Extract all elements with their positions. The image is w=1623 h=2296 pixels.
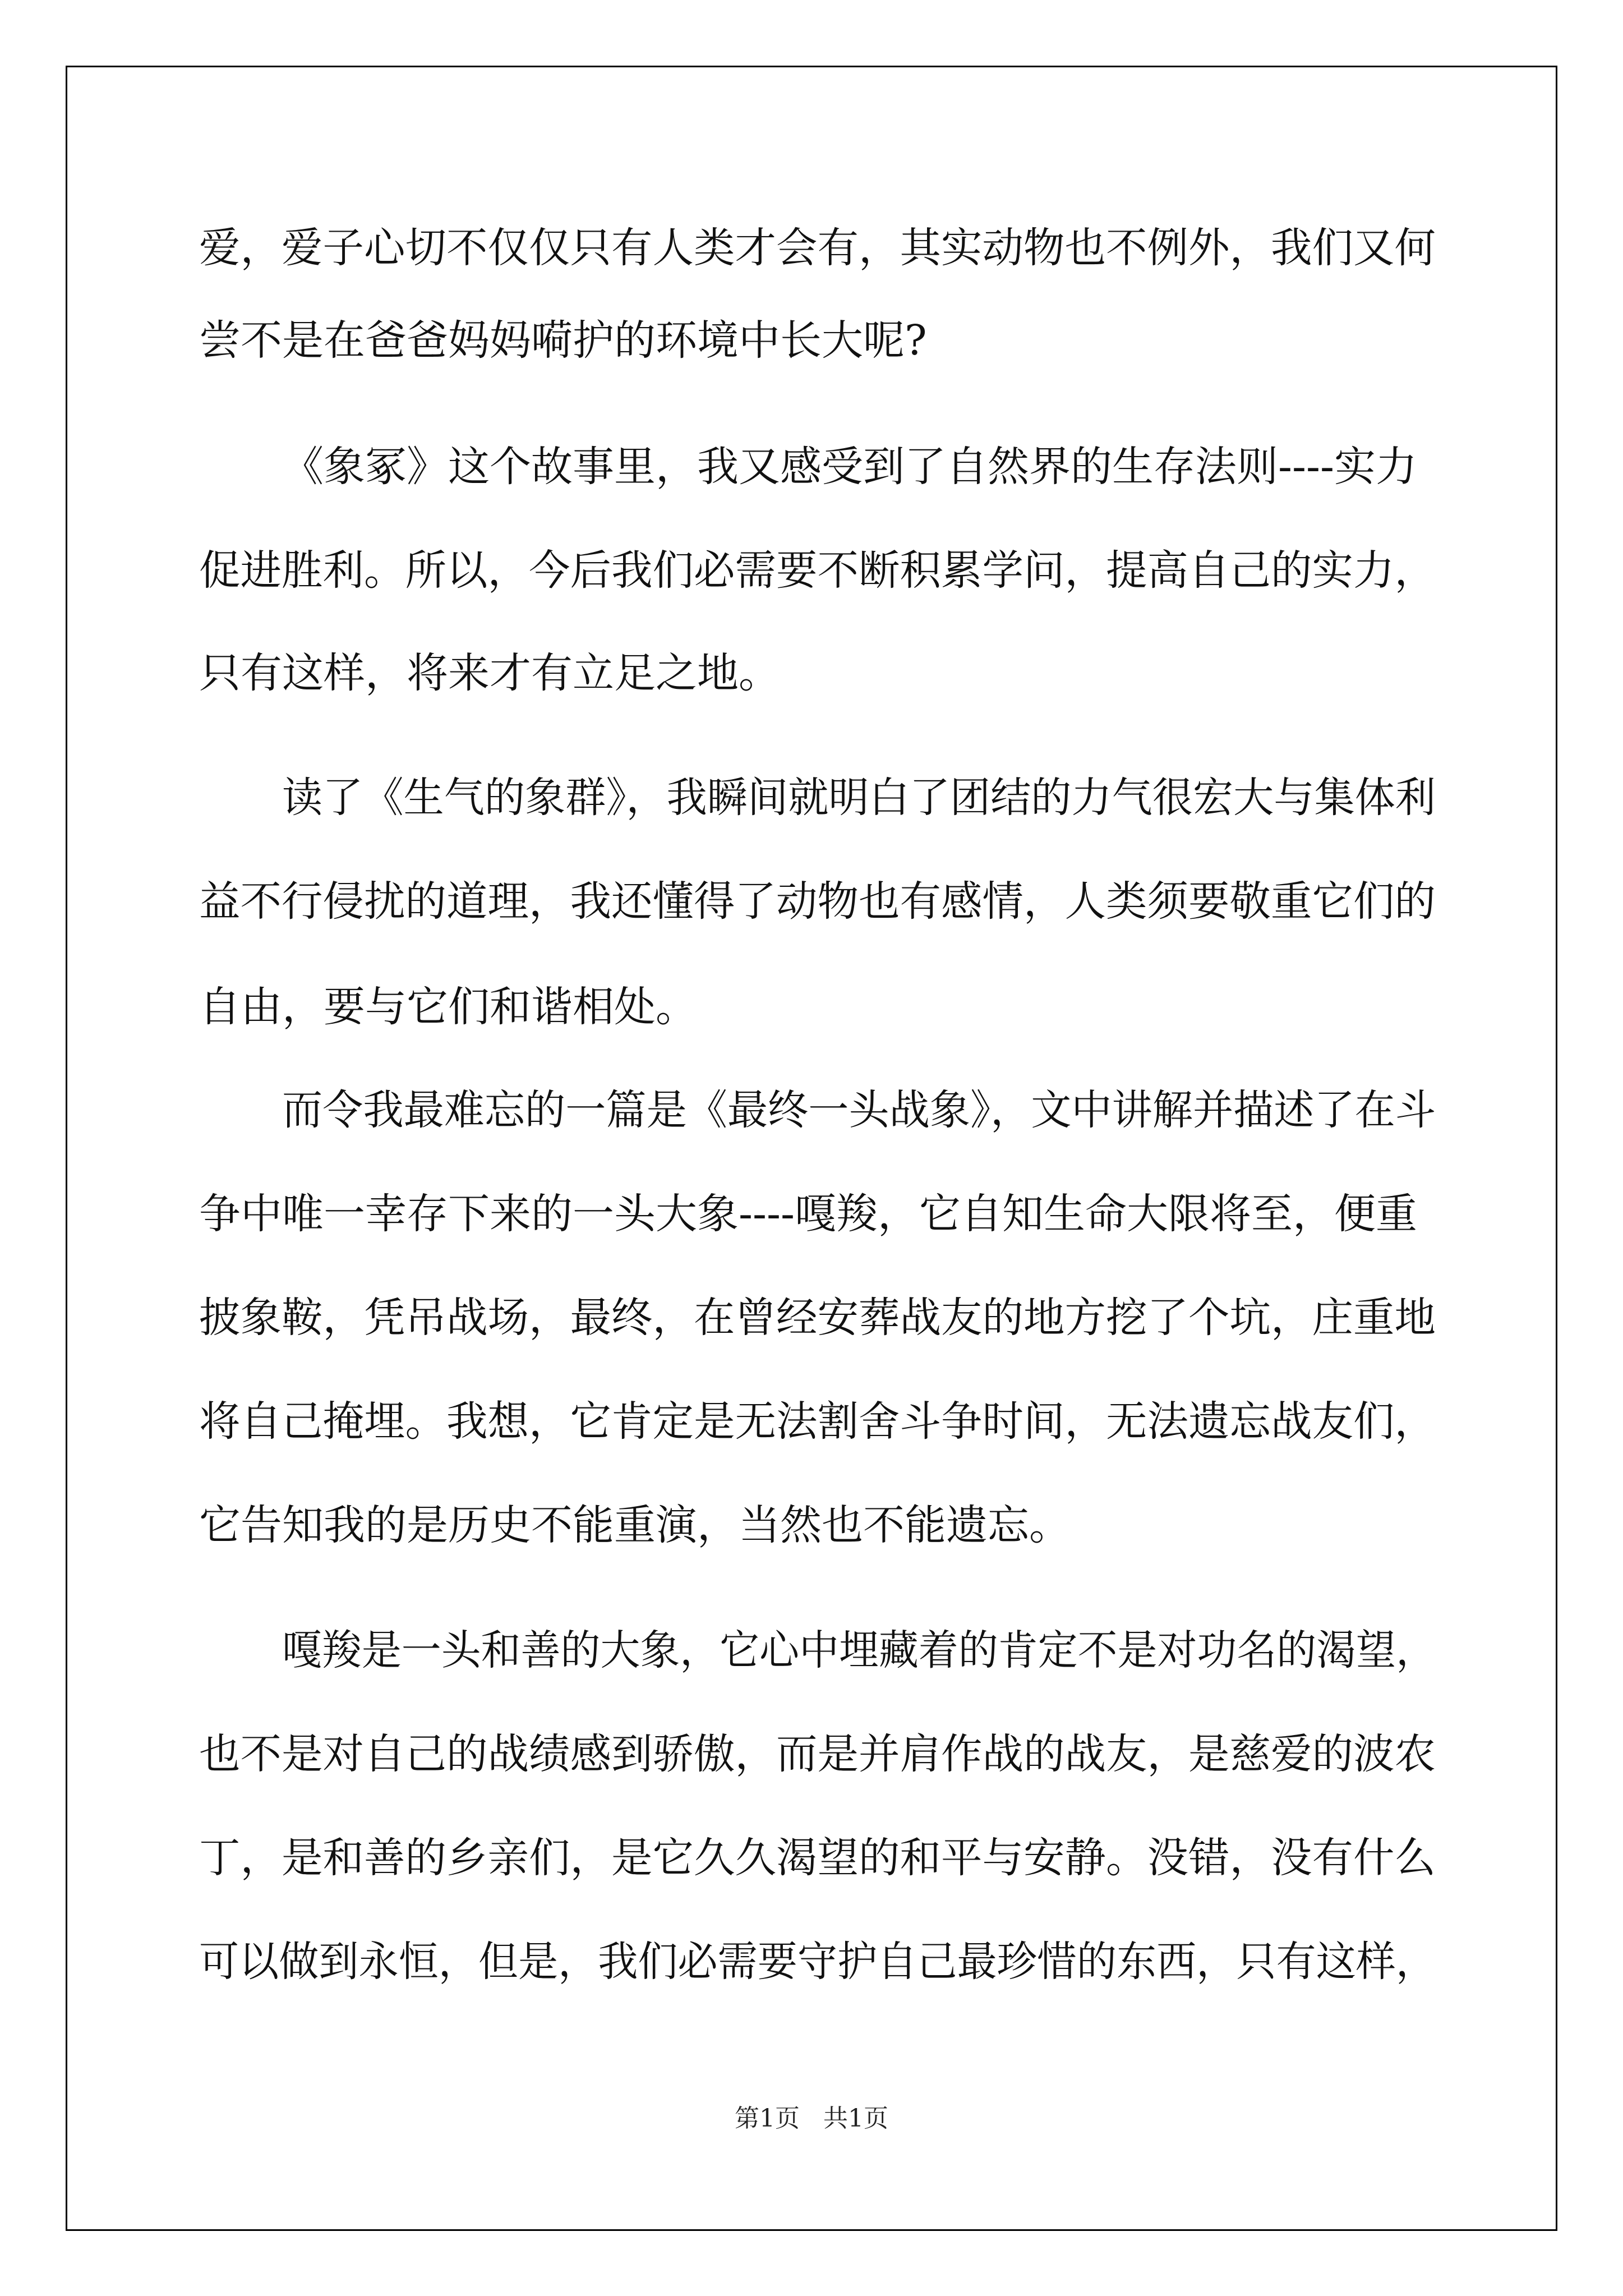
text-line-5: 只有这样，将来才有立足之地。	[199, 649, 780, 697]
text-line-16: 丁，是和善的乡亲们，是它久久渴望的和平与安静。没错，没有什么	[199, 1834, 1436, 1882]
text-line-6: 读了《生气的象群》，我瞬间就明白了团结的力气很宏大与集体利	[282, 774, 1436, 822]
text-line-11: 披象鞍，凭吊战场，最终，在曾经安葬战友的地方挖了个坑，庄重地	[199, 1294, 1436, 1342]
text-line-4: 促进胜利。所以，今后我们必需要不断积累学问，提高自己的实力，	[199, 546, 1436, 595]
page-number-footer: 第1页 共1页	[735, 2104, 888, 2133]
text-line-10: 争中唯一幸存下来的一头大象----嘎羧，它自知生命大限将至，便重	[199, 1190, 1418, 1238]
text-line-1: 爱，爱子心切不仅仅只有人类才会有，其实动物也不例外，我们又何	[199, 224, 1436, 272]
text-line-2: 尝不是在爸爸妈妈嗬护的环境中长大呢?	[199, 316, 927, 365]
text-line-9: 而令我最难忘的一篇是《最终一头战象》，文中讲解并描述了在斗	[282, 1086, 1436, 1134]
page-border	[66, 66, 1557, 2231]
text-line-17: 可以做到永恒，但是，我们必需要守护自己最珍惜的东西，只有这样，	[199, 1938, 1436, 1986]
text-line-13: 它告知我的是历史不能重演，当然也不能遗忘。	[199, 1501, 1071, 1549]
text-line-3: 《象冢》这个故事里，我又感受到了自然界的生存法则----实力	[282, 443, 1418, 491]
text-line-12: 将自己掩埋。我想，它肯定是无法割舍斗争时间，无法遗忘战友们，	[199, 1397, 1436, 1446]
text-line-8: 自由，要与它们和谐相处。	[199, 983, 697, 1031]
text-line-15: 也不是对自己的战绩感到骄傲，而是并肩作战的战友，是慈爱的波农	[199, 1730, 1436, 1778]
text-line-7: 益不行侵扰的道理，我还懂得了动物也有感情，人类须要敬重它们的	[199, 877, 1436, 926]
text-line-14: 嘎羧是一头和善的大象，它心中埋藏着的肯定不是对功名的渴望，	[282, 1626, 1436, 1674]
